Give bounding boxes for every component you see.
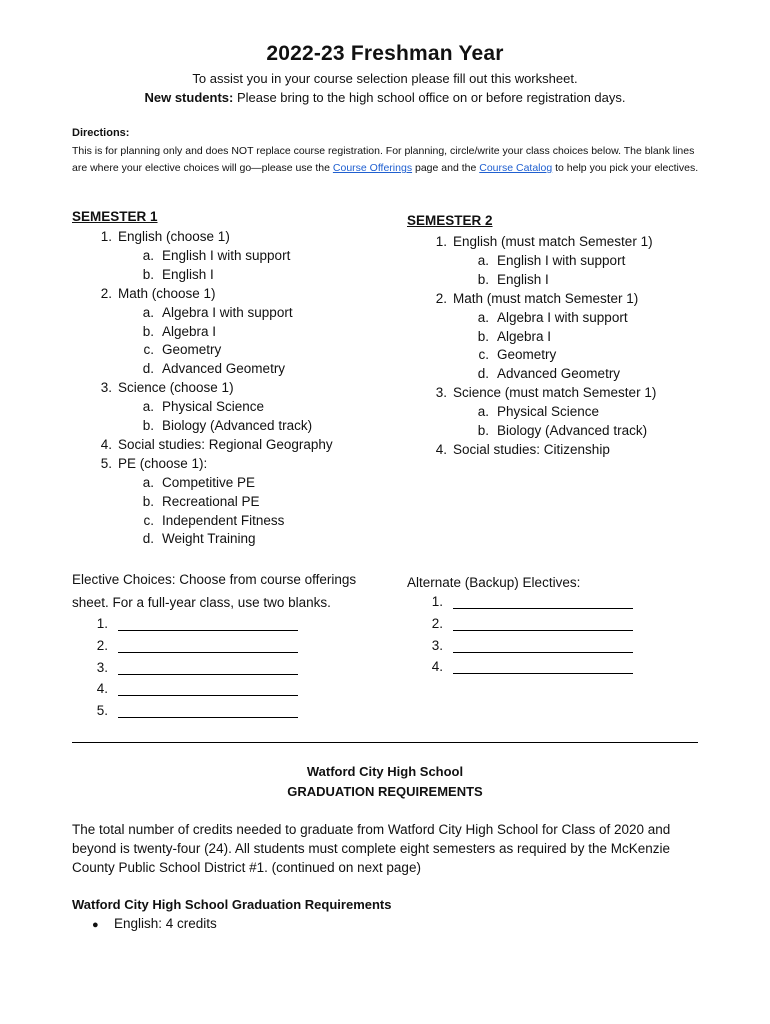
course-option[interactable]	[471, 404, 599, 419]
elective-blank-row	[421, 594, 633, 609]
write-in-blank[interactable]	[118, 660, 298, 675]
directions-text-part: to help you pick your electives.	[552, 162, 699, 174]
course-option[interactable]	[136, 418, 312, 433]
option-letter: b.	[477, 271, 489, 287]
item-label: Math (must match Semester 1)	[453, 290, 639, 306]
course-option[interactable]	[136, 399, 264, 414]
write-in-blank[interactable]	[453, 659, 633, 674]
blank-number: 3.	[431, 637, 443, 653]
option-label: Physical Science	[162, 399, 265, 415]
option-label: Physical Science	[497, 404, 600, 420]
item-number: 2.	[435, 290, 447, 306]
course-option[interactable]	[471, 310, 628, 325]
option-letter: b.	[477, 423, 489, 438]
option-label: Algebra I with support	[162, 304, 293, 320]
option-label: Geometry	[162, 342, 222, 358]
course-option[interactable]	[136, 342, 221, 357]
course-item	[90, 456, 207, 471]
intro-line: To assist you in your course selection please fill out this worksheet.	[192, 71, 578, 86]
option-label: Weight Training	[162, 531, 256, 547]
blank-number: 2.	[96, 637, 108, 653]
option-letter: a.	[142, 247, 154, 263]
elective-blank-row	[86, 616, 298, 631]
section-divider	[72, 742, 698, 743]
course-option[interactable]	[136, 531, 256, 546]
semester1-heading: SEMESTER 1	[72, 209, 158, 224]
write-in-blank[interactable]	[118, 681, 298, 696]
course-option[interactable]	[136, 475, 255, 490]
directions-text	[72, 143, 702, 177]
item-label: PE (choose 1):	[118, 455, 208, 471]
option-letter: a.	[477, 309, 489, 325]
course-option[interactable]	[471, 272, 549, 287]
course-option[interactable]	[471, 347, 556, 362]
item-label: Math (choose 1)	[118, 285, 216, 301]
option-letter: c.	[143, 512, 154, 528]
course-item	[90, 229, 230, 244]
course-option[interactable]	[136, 361, 285, 376]
item-number: 5.	[100, 455, 112, 471]
elective-blank-row	[421, 616, 633, 631]
option-label: Recreational PE	[162, 493, 260, 509]
item-label: Science (choose 1)	[118, 380, 234, 396]
blank-number: 4.	[431, 659, 443, 675]
page-title: 2022-23 Freshman Year	[266, 42, 504, 65]
option-letter: c.	[143, 342, 154, 358]
option-letter: d.	[142, 531, 154, 547]
course-option[interactable]	[471, 253, 625, 268]
item-number: 4.	[100, 436, 112, 452]
item-number: 2.	[100, 285, 112, 301]
blank-number: 1.	[96, 616, 108, 631]
option-label: English I	[162, 266, 214, 282]
blank-number: 4.	[96, 681, 108, 697]
course-catalog-link[interactable]: Course Catalog	[479, 162, 553, 174]
elective-instructions-line2: sheet. For a full-year class, use two blanks.	[72, 595, 331, 610]
item-label: English (choose 1)	[118, 229, 230, 244]
blank-number: 5.	[96, 703, 108, 719]
option-label: Biology (Advanced track)	[162, 418, 313, 433]
item-number: 3.	[435, 385, 447, 401]
blank-number: 2.	[431, 615, 443, 631]
alternate-electives-heading: Alternate (Backup) Electives:	[407, 575, 581, 590]
elective-blank-row	[86, 681, 298, 696]
school-name: Watford City High School	[306, 764, 464, 779]
graduation-heading: GRADUATION REQUIREMENTS	[287, 784, 483, 799]
write-in-blank[interactable]	[453, 638, 633, 653]
item-label: Social studies: Regional Geography	[118, 436, 333, 452]
elective-blank-row	[421, 659, 633, 674]
option-label: Algebra I with support	[497, 309, 628, 325]
option-letter: a.	[142, 304, 154, 320]
blank-number: 1.	[431, 594, 443, 609]
item-label: English (must match Semester 1)	[453, 234, 653, 249]
write-in-blank[interactable]	[118, 616, 298, 631]
course-option[interactable]	[136, 513, 284, 528]
option-letter: a.	[142, 399, 154, 415]
course-item	[90, 380, 234, 395]
course-item	[90, 286, 216, 301]
option-label: Competitive PE	[162, 474, 256, 490]
course-option[interactable]	[136, 267, 214, 282]
option-label: Advanced Geometry	[162, 361, 286, 377]
directions-text-part: page and the	[412, 162, 480, 174]
elective-blank-row	[421, 638, 633, 653]
requirement-item	[92, 916, 217, 931]
course-item	[425, 442, 610, 457]
course-option[interactable]	[471, 329, 551, 344]
elective-blank-row	[86, 703, 298, 718]
item-number: 1.	[100, 229, 112, 244]
item-number: 1.	[435, 234, 447, 249]
option-label: Independent Fitness	[162, 512, 285, 528]
option-letter: b.	[142, 266, 154, 282]
requirement-text: English: 4 credits	[114, 916, 217, 931]
item-number: 3.	[100, 380, 112, 396]
option-letter: b.	[142, 323, 154, 339]
elective-instructions-line1: Elective Choices: Choose from course offerings	[72, 572, 357, 587]
write-in-blank[interactable]	[453, 616, 633, 631]
course-offerings-link[interactable]: Course Offerings	[332, 162, 413, 174]
elective-blank-row	[86, 638, 298, 653]
item-number: 4.	[435, 441, 447, 457]
option-letter: c.	[478, 347, 489, 363]
item-label: Science (must match Semester 1)	[453, 385, 657, 401]
directions-text-part: This is for planning only and does NOT replace course registration. For planning, circle/write your class choices below. The blank lines are where your elective choices will go—please use the	[72, 145, 695, 174]
option-label: English I	[497, 271, 549, 287]
new-students-text: Please bring to the high school office on or before registration days.	[233, 90, 626, 105]
option-letter: b.	[477, 328, 489, 344]
option-label: Advanced Geometry	[497, 366, 621, 382]
elective-blank-row	[86, 660, 298, 675]
course-option[interactable]	[471, 423, 647, 438]
course-option[interactable]	[136, 494, 260, 509]
course-item	[425, 234, 653, 249]
course-option[interactable]	[136, 324, 216, 339]
new-students-note	[0, 90, 770, 105]
course-option[interactable]	[136, 305, 293, 320]
new-students-label: New students:	[144, 90, 234, 105]
option-label: English I with support	[162, 247, 291, 263]
requirements-heading: Watford City High School Graduation Requirements	[72, 897, 392, 912]
option-letter: a.	[477, 404, 489, 420]
course-item	[425, 291, 638, 306]
option-label: Algebra I	[162, 323, 217, 339]
semester2-heading: SEMESTER 2	[407, 213, 493, 228]
option-letter: d.	[477, 366, 489, 382]
course-option[interactable]	[471, 366, 620, 381]
write-in-blank[interactable]	[118, 703, 298, 718]
course-item	[425, 385, 656, 400]
graduation-paragraph: The total number of credits needed to graduate from Watford City High School for Class of 2020 and beyond is twenty-four (24). All students must complete eight semesters as required by the McKenzie County Public School District #1. (continued on next page)	[72, 822, 671, 875]
option-label: Biology (Advanced track)	[497, 423, 648, 438]
option-label: English I with support	[497, 252, 626, 268]
option-letter: b.	[142, 418, 154, 433]
item-label: Social studies: Citizenship	[453, 441, 610, 457]
write-in-blank[interactable]	[118, 638, 298, 653]
course-option[interactable]	[136, 248, 290, 263]
option-letter: d.	[142, 361, 154, 377]
directions-heading: Directions:	[72, 127, 130, 139]
blank-number: 3.	[96, 659, 108, 675]
option-letter: a.	[142, 474, 154, 490]
write-in-blank[interactable]	[453, 594, 633, 609]
option-label: Algebra I	[497, 328, 552, 344]
option-label: Geometry	[497, 347, 557, 363]
option-letter: a.	[477, 252, 489, 268]
course-item	[90, 437, 333, 452]
option-letter: b.	[142, 493, 154, 509]
bullet-icon: ●	[92, 919, 99, 931]
